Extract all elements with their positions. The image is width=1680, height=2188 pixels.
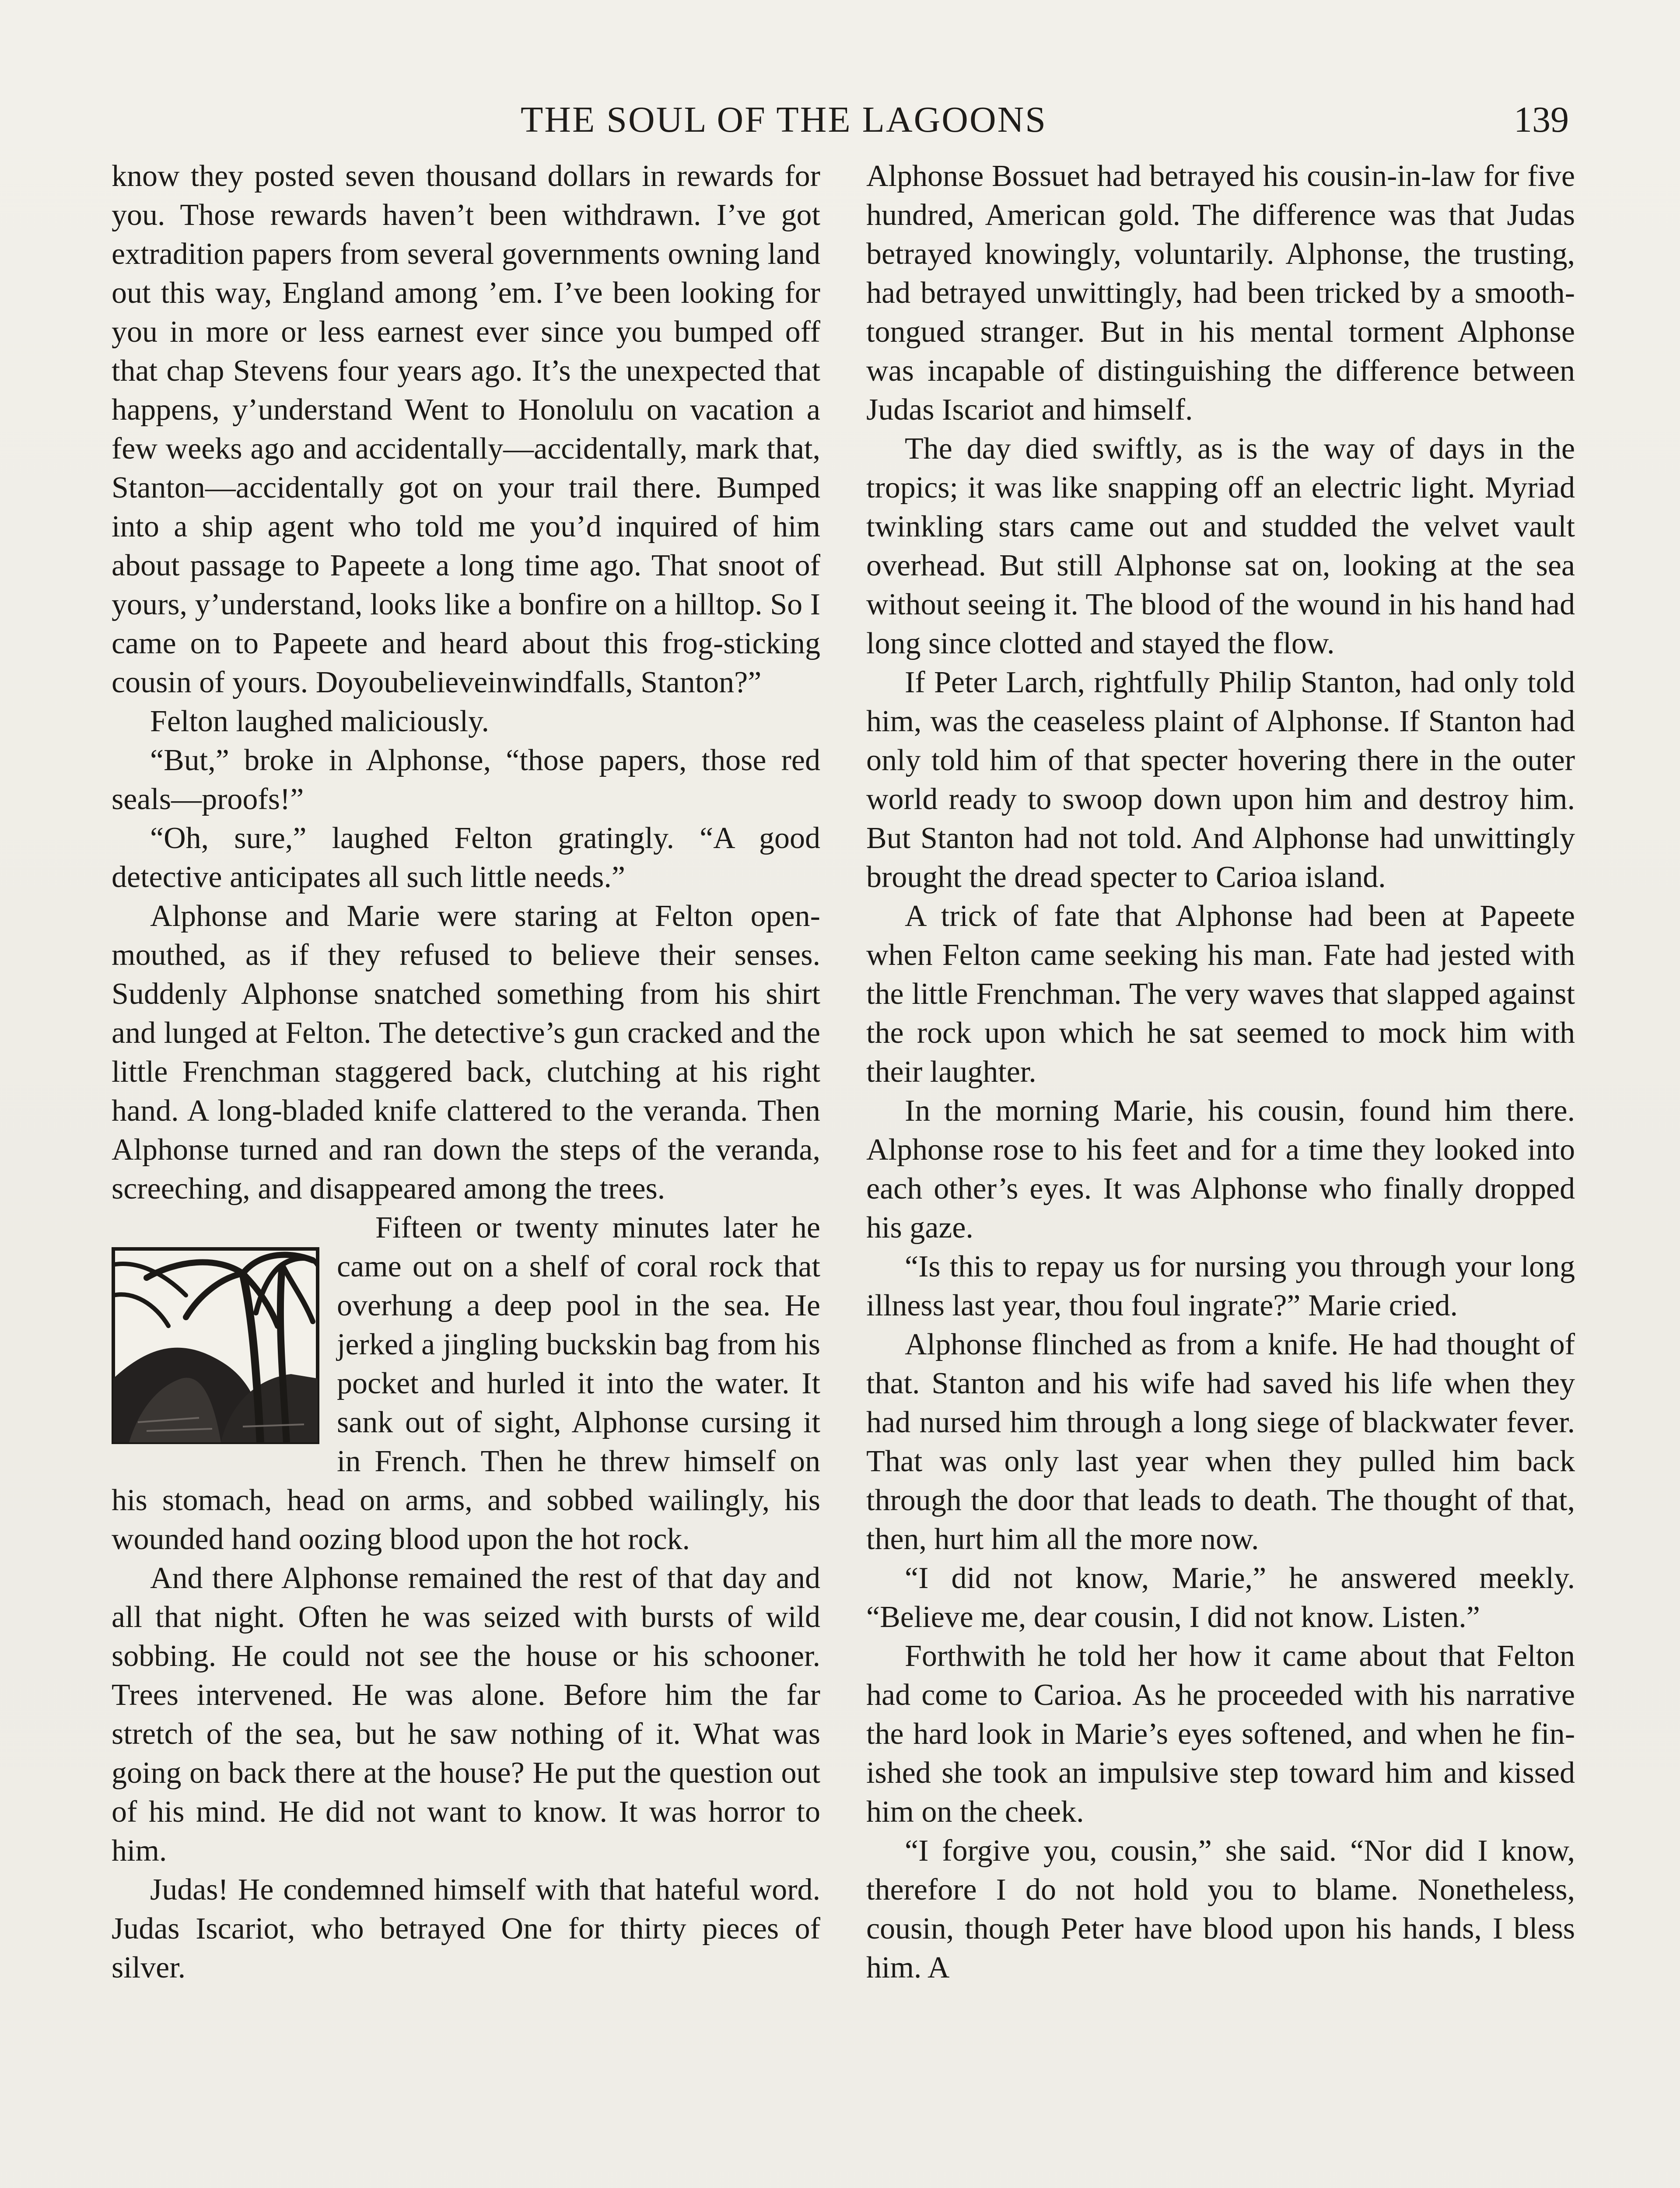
paragraph: know they posted seven thousand dollars in rewards for you. Those rewards haven’t been withdrawn. I’ve got extradition papers from several governments owning land out this way, England among ’em. I’ve been looking for you in more or less earnest ever since you bumped off that chap Stevens four years ago. It’s the unexpected that happens, y’understand Went to Honolulu on vacation a few weeks ago and accidentally—accidentally, mark that, Stanton—accidentally got on your trail there. Bumped into a ship agent who told me you’d inquired of him about passage to Papeete a long time ago. That snoot of yours, y’understand, looks like a bonfire on a hilltop. So I came on to Papeete and heard about this frog-sticking cousin of yours. Doyoubelieveinwindfalls, Stanton?”	[112, 159, 820, 699]
running-title: THE SOUL OF THE LAGOONS	[521, 99, 1047, 140]
paragraph: “Is this to repay us for nursing you through your long illness last year, thou foul ingrate?” Marie cried.	[866, 1250, 1575, 1322]
paragraph: Judas! He condemned himself with that hateful word. Judas Iscariot, who betrayed One for thirty pieces of silver.	[112, 1873, 820, 1985]
paragraph: A trick of fate that Alphonse had been at Papeete when Felton came seeking his man. Fate had jested with the little Frenchman. The very waves that slapped against the rock upon which he sat seemed to mock him with their laughter.	[866, 899, 1575, 1089]
paragraph: And there Alphonse remained the rest of that day and all that night. Often he was seized with bursts of wild sobbing. He could not see the house or his schooner. Trees intervened. He was alone. Before him the far stretch of the sea, but he saw nothing of it. What was going on back there at the house? He put the question out of his mind. He did not want to know. It was horror to him.	[112, 1561, 820, 1868]
paragraph: Alphonse flinched as from a knife. He had thought of that. Stanton and his wife had saved his life when they had nursed him through a long siege of blackwater fever. That was only last year when they pulled him back through the door that leads to death. The thought of that, then, hurt him all the more now.	[866, 1328, 1575, 1556]
paragraph: “I forgive you, cousin,” she said. “Nor did I know, therefore I do not hold you to blame. Nonetheless, cousin, though Peter have blood upon his hands, I bless him. A	[866, 1834, 1575, 1985]
paragraph: Alphonse and Marie were staring at Felton open-mouthed, as if they refused to believe their senses. Suddenly Alphonse snatched something from his shirt and lunged at Felton. The detective’s gun cracked and the little Frenchman staggered back, clutching at his right hand. A long-bladed knife clattered to the veranda. Then Alphonse turned and ran down the steps of the veranda, screeching, and disappeared among the trees.	[112, 899, 820, 1206]
paragraph: “I did not know, Marie,” he answered meekly. “Believe me, dear cousin, I did not know. Listen.”	[866, 1561, 1575, 1634]
paragraph: If Peter Larch, rightfully Philip Stanton, had only told him, was the ceaseless plaint of Alphonse. If Stanton had only told him of that specter hovering there in the outer world ready to swoop down upon him and destroy him. But Stanton had not told. And Alphonse had unwittingly brought the dread specter to Carioa island.	[866, 666, 1575, 894]
paragraph-with-illustration: Fifteen or twenty minutes later he came out on a shelf of coral rock that overhung a deep pool in the sea. He jerked a jingling buckskin bag from his pocket and hurled it into the water. It sank out of sight, Alphonse cursing it in French. Then he threw himself on his stomach, head on arms, and sobbed wailingly, his wounded hand oozing blood upon the hot rock.	[112, 1211, 820, 1556]
paragraph: Forthwith he told her how it came about that Felton had come to Carioa. As he proceeded with his narrative the hard look in Marie’s eyes softened, and when he finished she took an impulsive step toward him and kissed him on the cheek.	[866, 1639, 1575, 1829]
paragraph: “But,” broke in Alphonse, “those papers, those red seals—proofs!”	[112, 743, 820, 816]
paragraph: Alphonse Bossuet had betrayed his cousin-in-law for five hundred, American gold. The difference was that Judas betrayed knowingly, voluntarily. Alphonse, the trusting, had betrayed unwittingly, had been tricked by a smooth-tongued stranger. But in his mental torment Alphonse was incapable of distinguishing the difference between Judas Iscariot and himself.	[866, 159, 1575, 427]
left-text-column	[112, 157, 820, 1987]
paragraph: Felton laughed maliciously.	[150, 705, 490, 738]
right-text-column	[866, 157, 1575, 1987]
page-number: 139	[1514, 99, 1569, 140]
paragraph: In the morning Marie, his cousin, found him there. Alphonse rose to his feet and for a time they looked into each other’s eyes. It was Alphonse who finally dropped his gaze.	[866, 1094, 1575, 1245]
paragraph: “Oh, sure,” laughed Felton gratingly. “A good detective anticipates all such little needs.”	[112, 821, 820, 894]
paragraph: The day died swiftly, as is the way of days in the tropics; it was like snapping off an electric light. Myriad twinkling stars came out and studded the velvet vault overhead. But still Alphonse sat on, looking at the sea without seeing it. The blood of the wound in his hand had long since clotted and stayed the flow.	[866, 432, 1575, 660]
palm-tree-illustration	[112, 1247, 319, 1444]
